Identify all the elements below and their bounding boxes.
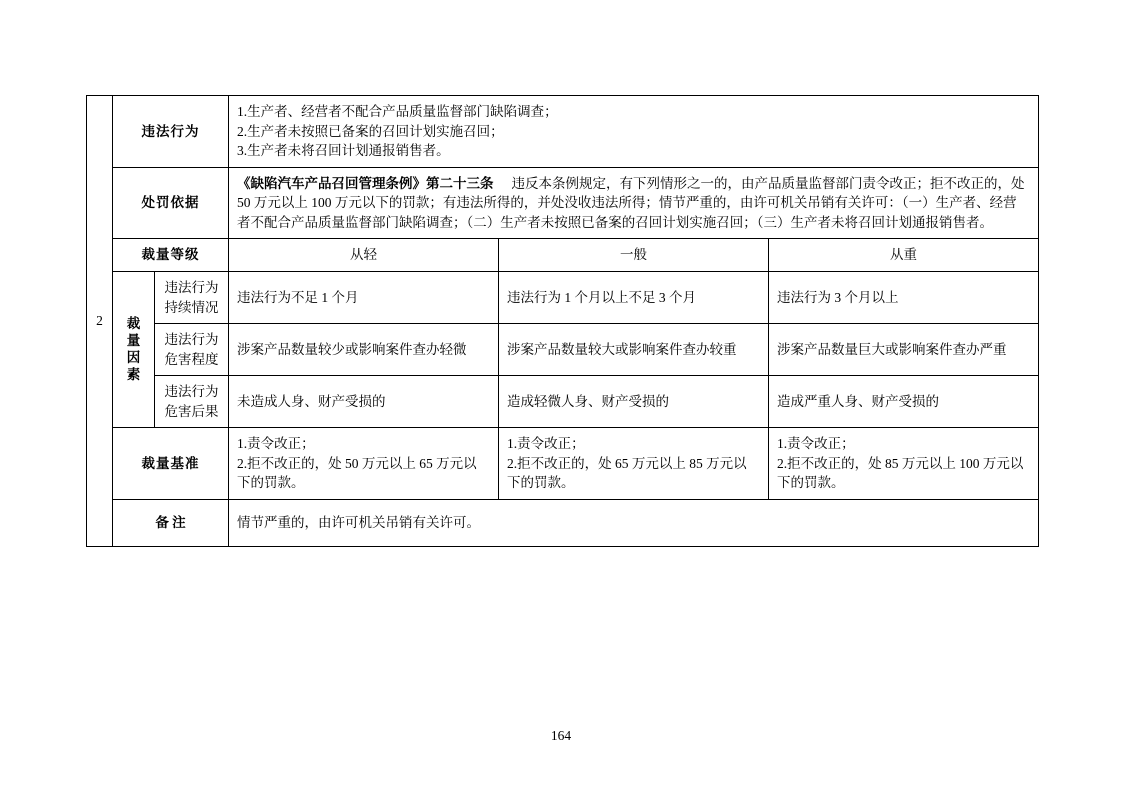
remarks-content: 情节严重的，由许可机关吊销有关许可。	[229, 500, 1039, 547]
factor-harm-degree-light: 涉案产品数量较少或影响案件查办轻微	[229, 324, 499, 376]
table-row-illegal-act	[87, 96, 1039, 168]
level-heavy: 从重	[769, 239, 1039, 272]
penalty-basis-title: 《缺陷汽车产品召回管理条例》第二十三条	[237, 175, 494, 191]
table-row-discretion-standard	[87, 428, 1039, 500]
row-number-cell: 2	[87, 96, 113, 547]
table-row-factor-harm-degree	[87, 324, 1039, 376]
standard-normal	[499, 428, 769, 500]
standard-heavy	[769, 428, 1039, 500]
standard-light	[229, 428, 499, 500]
table-row-penalty-basis	[87, 167, 1039, 239]
page-number: 164	[550, 728, 572, 743]
label-factors-char-1: 裁	[126, 315, 141, 331]
standard-heavy-item-2: 2.拒不改正的，处 85 万元以上 100 万元以下的罚款。	[777, 455, 1024, 491]
label-penalty-basis: 处罚依据	[113, 167, 229, 239]
label-factor-harm-degree	[155, 324, 229, 376]
table-row-factor-duration	[87, 271, 1039, 323]
label-discretion-standard: 裁量基准	[113, 428, 229, 500]
label-factor-harm-result-l1: 违法行为	[164, 384, 219, 400]
level-light: 从轻	[229, 239, 499, 272]
label-factor-harm-degree-l2: 危害程度	[164, 351, 219, 367]
illegal-act-item-1: 1.生产者、经营者不配合产品质量监督部门缺陷调查；	[237, 104, 558, 119]
penalty-basis-content	[229, 167, 1039, 239]
factor-duration-heavy: 违法行为 3 个月以上	[769, 271, 1039, 323]
standard-light-item-1: 1.责令改正；	[237, 436, 315, 452]
standard-normal-item-2: 2.拒不改正的，处 65 万元以上 85 万元以下的罚款。	[507, 455, 747, 491]
factor-harm-degree-normal: 涉案产品数量较大或影响案件查办较重	[499, 324, 769, 376]
factor-duration-light: 违法行为不足 1 个月	[229, 271, 499, 323]
illegal-act-content	[229, 96, 1039, 168]
discretion-table	[86, 95, 1039, 547]
standard-light-item-2: 2.拒不改正的，处 50 万元以上 65 万元以下的罚款。	[237, 455, 477, 491]
illegal-act-item-2: 2.生产者未按照已备案的召回计划实施召回；	[237, 123, 504, 139]
label-remarks: 备 注	[113, 500, 229, 547]
label-factor-duration	[155, 271, 229, 323]
standard-normal-item-1: 1.责令改正；	[507, 436, 585, 452]
label-factor-duration-l2: 持续情况	[164, 299, 219, 315]
label-factor-harm-degree-l1: 违法行为	[164, 332, 219, 348]
label-factor-harm-result	[155, 376, 229, 428]
table-row-discretion-level	[87, 239, 1039, 272]
factor-duration-normal: 违法行为 1 个月以上不足 3 个月	[499, 271, 769, 323]
factor-harm-result-heavy: 造成严重人身、财产受损的	[769, 376, 1039, 428]
label-illegal-act: 违法行为	[113, 96, 229, 168]
table-row-factor-harm-result	[87, 376, 1039, 428]
level-normal: 一般	[499, 239, 769, 272]
standard-heavy-item-1: 1.责令改正；	[777, 436, 855, 452]
label-factor-duration-l1: 违法行为	[164, 279, 219, 295]
factor-harm-result-normal: 造成轻微人身、财产受损的	[499, 376, 769, 428]
label-factors-char-4: 素	[126, 366, 141, 382]
penalty-basis-text: 违反本条例规定，有下列情形之一的，由产品质量监督部门责令改正；拒不改正的，处 50 万元以上 100 万元以下的罚款；有违法所得的，并处没收违法所得；情节严重的，由许可机关吊销有关许可：（一）生产者、经营者不配合产品质量监督部门缺陷调查；（二）生产者未按照已备案的召回计划实施召回；（三）生产者未将召回计划通报销售者。	[237, 175, 1025, 230]
factor-harm-result-light: 未造成人身、财产受损的	[229, 376, 499, 428]
table-row-remarks	[87, 500, 1039, 547]
illegal-act-item-3: 3.生产者未将召回计划通报销售者。	[237, 143, 450, 159]
label-factors-char-3: 因	[126, 349, 141, 365]
label-factors-char-2: 量	[126, 332, 141, 348]
factor-harm-degree-heavy: 涉案产品数量巨大或影响案件查办严重	[769, 324, 1039, 376]
label-discretion-factors	[113, 271, 155, 427]
label-factor-harm-result-l2: 危害后果	[164, 403, 219, 419]
label-discretion-level: 裁量等级	[113, 239, 229, 272]
